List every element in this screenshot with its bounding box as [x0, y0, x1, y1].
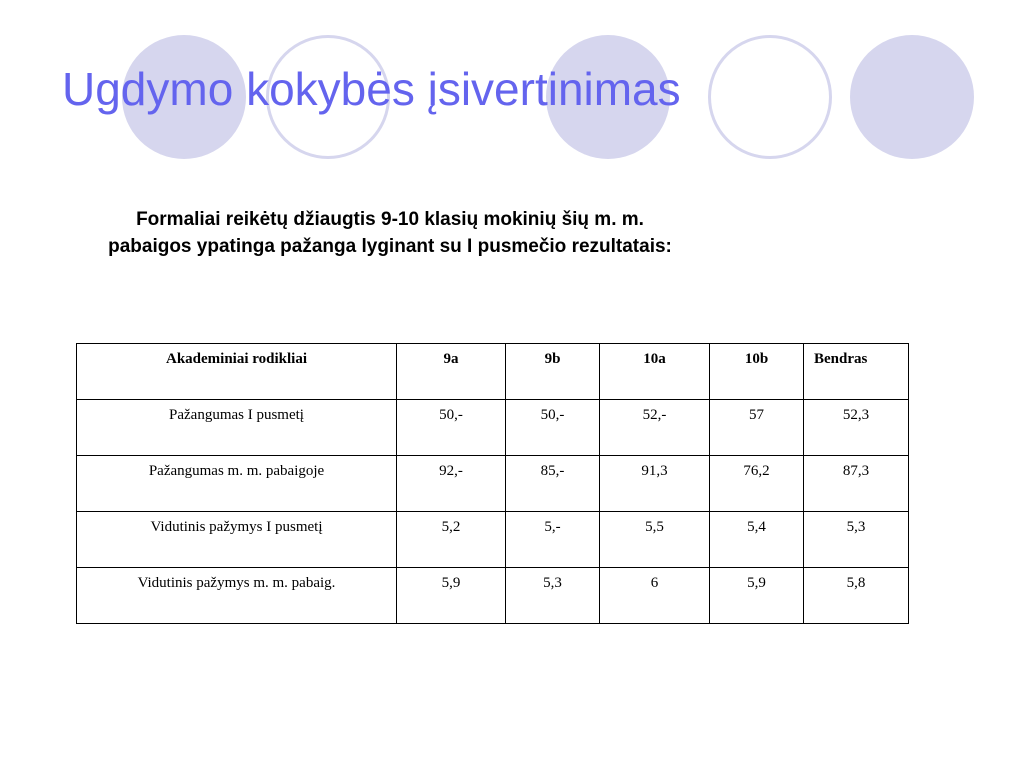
table-cell: 5,-: [506, 512, 600, 568]
table-cell: 5,3: [804, 512, 909, 568]
table-cell: 5,3: [506, 568, 600, 624]
table-cell: 5,8: [804, 568, 909, 624]
header-cell-10b: 10b: [710, 344, 804, 400]
table-cell: 5,9: [397, 568, 506, 624]
row-label: Pažangumas I pusmetį: [77, 400, 397, 456]
table-cell: 50,-: [397, 400, 506, 456]
table-cell: 57: [710, 400, 804, 456]
table-cell: 76,2: [710, 456, 804, 512]
header-cell-total: Bendras: [804, 344, 909, 400]
table-cell: 5,5: [600, 512, 710, 568]
table-header-row: [77, 344, 909, 400]
intro-text: [40, 206, 740, 260]
table-row: [77, 456, 909, 512]
intro-line-2: pabaigos ypatinga pažanga lyginant su I pusmečio rezultatais:: [108, 236, 672, 257]
table-cell: 87,3: [804, 456, 909, 512]
table-row: [77, 512, 909, 568]
decor-circle-ring-2: [708, 35, 832, 159]
table-row: [77, 568, 909, 624]
table-row: [77, 400, 909, 456]
row-label: Vidutinis pažymys I pusmetį: [77, 512, 397, 568]
table-cell: 91,3: [600, 456, 710, 512]
table-cell: 85,-: [506, 456, 600, 512]
intro-line-1: Formaliai reikėtų džiaugtis 9-10 klasių mokinių šių m. m.: [136, 209, 644, 230]
header-cell-9a: 9a: [397, 344, 506, 400]
table-cell: 6: [600, 568, 710, 624]
table-cell: 5,2: [397, 512, 506, 568]
table-cell: 52,3: [804, 400, 909, 456]
table-cell: 5,9: [710, 568, 804, 624]
table-cell: 52,-: [600, 400, 710, 456]
decor-circle-filled-3: [850, 35, 974, 159]
table-cell: 50,-: [506, 400, 600, 456]
table-cell: 5,4: [710, 512, 804, 568]
row-label: Pažangumas m. m. pabaigoje: [77, 456, 397, 512]
header-cell-10a: 10a: [600, 344, 710, 400]
grades-table: [76, 343, 909, 624]
header-cell-indicator: Akademiniai rodikliai: [77, 344, 397, 400]
slide-title: Ugdymo kokybės įsivertinimas: [62, 63, 681, 115]
header-cell-9b: 9b: [506, 344, 600, 400]
row-label: Vidutinis pažymys m. m. pabaig.: [77, 568, 397, 624]
table-cell: 92,-: [397, 456, 506, 512]
